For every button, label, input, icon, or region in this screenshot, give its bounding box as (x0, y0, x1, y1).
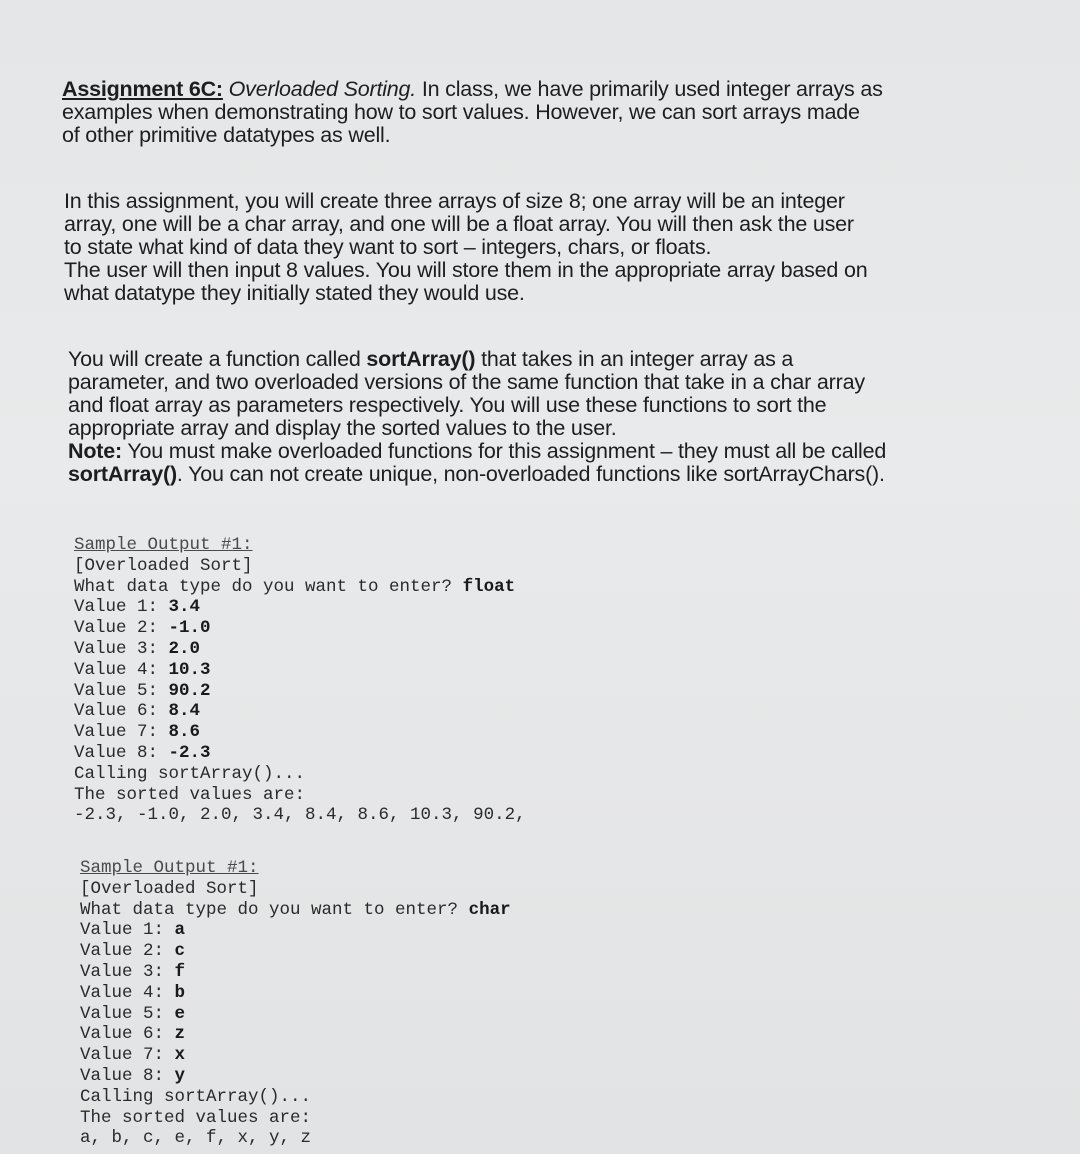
value-label: Value 8: (74, 742, 169, 763)
value-line (80, 1004, 511, 1025)
value-input: z (174, 1024, 186, 1045)
note-label: Note: (68, 439, 122, 463)
sample-output-char (80, 858, 511, 1149)
sample-title: Sample Output #1: (74, 535, 253, 555)
value-label: Value 3: (80, 961, 175, 982)
value-line (74, 701, 526, 722)
value-line (74, 597, 526, 618)
sample-output-float (74, 535, 526, 826)
value-label: Value 2: (74, 618, 169, 639)
value-input: x (174, 1045, 186, 1066)
value-label: Value 7: (74, 722, 169, 743)
sample-prompt (80, 900, 511, 921)
value-label: Value 5: (80, 1003, 175, 1024)
prompt-text: What data type do you want to enter? (80, 899, 469, 920)
value-label: Value 8: (80, 1065, 175, 1086)
sorted-values: a, b, c, e, f, x, y, z (80, 1128, 312, 1149)
description-line: array, one will be a char array, and one will be a float array. You will then ask the user (64, 212, 854, 236)
value-line (74, 743, 526, 764)
value-line (74, 639, 526, 660)
value-input: a (174, 920, 186, 941)
value-label: Value 6: (74, 701, 169, 722)
prompt-text: What data type do you want to enter? (74, 576, 463, 597)
value-line (80, 1024, 511, 1045)
note-text: . You can not create unique, non-overloaded functions like sortArrayChars(). (176, 462, 885, 486)
description-paragraph (64, 190, 1004, 305)
value-line (80, 941, 511, 962)
intro-text: In class, we have primarily used integer arrays as (416, 77, 883, 101)
description-line: The user will then input 8 values. You will store them in the appropriate array based on (64, 258, 868, 282)
value-label: Value 7: (80, 1045, 175, 1066)
sorted-label: The sorted values are: (80, 1107, 312, 1128)
value-input: 10.3 (168, 659, 211, 680)
value-line (74, 722, 526, 743)
function-paragraph (68, 348, 1008, 486)
value-input: -1.0 (168, 618, 211, 639)
note-line (68, 463, 1008, 486)
prompt-answer: char (468, 899, 511, 920)
value-input: b (174, 982, 186, 1003)
function-text: You will create a function called (68, 347, 367, 371)
sample-title: Sample Output #1: (80, 858, 259, 878)
value-input: -2.3 (168, 742, 211, 763)
function-line: appropriate array and display the sorted values to the user. (68, 416, 617, 440)
value-line (74, 660, 526, 681)
function-line (68, 348, 1008, 371)
function-name: sortArray() (68, 462, 177, 486)
assignment-heading: Assignment 6C: (62, 77, 223, 101)
value-input: e (174, 1003, 186, 1024)
calling-line: Calling sortArray()... (80, 1086, 312, 1107)
value-input: 90.2 (168, 680, 211, 701)
value-label: Value 6: (80, 1024, 175, 1045)
sample-header: [Overloaded Sort] (74, 555, 253, 576)
sorted-label: The sorted values are: (74, 784, 306, 805)
intro-line (62, 78, 1012, 101)
value-label: Value 4: (80, 982, 175, 1003)
function-name: sortArray() (366, 347, 476, 371)
value-input: 8.4 (168, 701, 201, 722)
value-input: f (174, 961, 186, 982)
description-line: to state what kind of data they want to sort – integers, chars, or floats. (64, 235, 712, 259)
assignment-title: Overloaded Sorting. (228, 77, 417, 101)
value-line (80, 962, 511, 983)
value-line (80, 1045, 511, 1066)
value-line (80, 920, 511, 941)
calling-line: Calling sortArray()... (74, 763, 306, 784)
value-label: Value 1: (74, 597, 169, 618)
value-input: 3.4 (168, 597, 201, 618)
value-input: y (174, 1065, 186, 1086)
note-line (68, 440, 1008, 463)
value-input: c (174, 941, 186, 962)
value-label: Value 5: (74, 680, 169, 701)
value-input: 8.6 (168, 722, 201, 743)
value-line (74, 681, 526, 702)
function-line: parameter, and two overloaded versions of the same function that take in a char array (68, 370, 865, 394)
prompt-answer: float (462, 576, 516, 597)
value-label: Value 1: (80, 920, 175, 941)
description-line: In this assignment, you will create three arrays of size 8; one array will be an integer (64, 189, 845, 213)
intro-line: examples when demonstrating how to sort values. However, we can sort arrays made (62, 100, 860, 124)
value-input: 2.0 (168, 638, 201, 659)
intro-line: of other primitive datatypes as well. (62, 123, 391, 147)
value-label: Value 3: (74, 638, 169, 659)
intro-paragraph (62, 78, 1012, 147)
value-line (80, 983, 511, 1004)
function-line: and float array as parameters respectively. You will use these functions to sort the (68, 393, 827, 417)
value-label: Value 4: (74, 659, 169, 680)
sample-prompt (74, 577, 526, 598)
sorted-values: -2.3, -1.0, 2.0, 3.4, 8.4, 8.6, 10.3, 90.2, (74, 805, 526, 826)
description-line: what datatype they initially stated they would use. (64, 281, 525, 305)
function-text: that takes in an integer array as a (475, 347, 794, 371)
value-line (80, 1066, 511, 1087)
value-label: Value 2: (80, 941, 175, 962)
note-text: You must make overloaded functions for this assignment – they must all be called (121, 439, 887, 463)
value-line (74, 618, 526, 639)
sample-header: [Overloaded Sort] (80, 878, 259, 899)
